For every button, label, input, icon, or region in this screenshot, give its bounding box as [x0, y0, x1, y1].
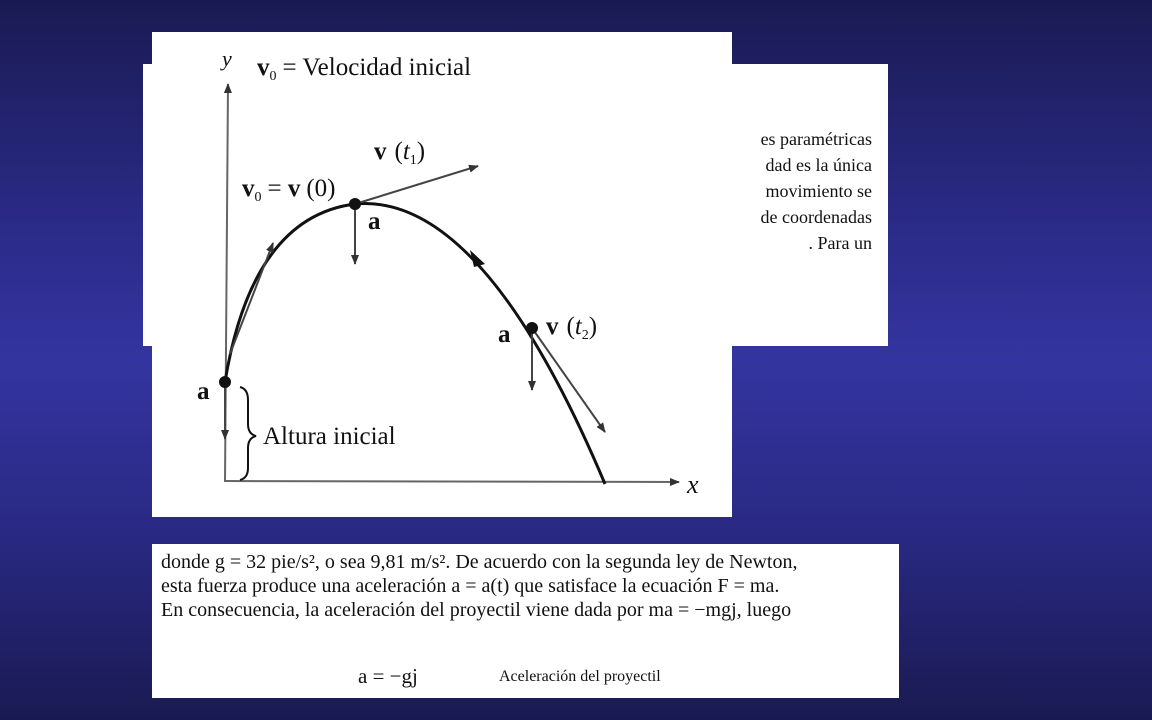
initial-height-label: Altura inicial	[263, 423, 396, 450]
point-t1	[349, 198, 361, 210]
text-panel	[152, 544, 899, 698]
paragraph-line: En consecuencia, la aceleración del proyectil viene dada por ma = −mgj, luego	[161, 599, 792, 621]
velocity-vector-t1	[355, 166, 478, 204]
direction-arrow-icon	[470, 250, 485, 267]
paragraph-line: esta fuerza produce una aceleración a = a(t) que satisface la ecuación F = ma.	[161, 575, 780, 597]
acceleration-label-start: a	[197, 378, 210, 405]
acceleration-label-top: a	[368, 208, 381, 235]
acceleration-label-t2: a	[498, 321, 511, 348]
partial-line: dad es la única	[765, 155, 872, 175]
x-axis	[225, 481, 679, 482]
y-axis-label: y	[222, 46, 232, 71]
initial-height-brace	[240, 387, 256, 480]
initial-velocity-label: $v_0 = v$ (0)	[242, 175, 336, 205]
formula-caption: Aceleración del proyectil	[499, 668, 661, 685]
velocity-vector-0	[230, 243, 273, 354]
initial-velocity-title: $v_0$ = Velocidad inicial	[257, 54, 472, 84]
start-point	[219, 376, 231, 388]
partial-line: de coordenadas	[760, 207, 872, 227]
paragraph-line: donde g = 32 pie/s², o sea 9,81 m/s². De acuerdo con la segunda ley de Newton,	[161, 551, 798, 573]
projectile-diagram-panel	[152, 32, 732, 517]
velocity-t2-label: v $(t_2)$	[546, 313, 598, 343]
partial-line: . Para un	[808, 233, 872, 253]
acceleration-formula: a = −gj	[358, 664, 418, 688]
partial-paragraph	[761, 126, 872, 256]
x-axis-label: x	[687, 470, 699, 499]
partial-line: es paramétricas	[760, 129, 872, 149]
projectile-diagram	[152, 32, 732, 517]
partial-line: movimiento se	[765, 181, 872, 201]
point-t2	[526, 322, 538, 334]
paragraph	[161, 550, 797, 622]
velocity-vector-t2	[532, 328, 605, 432]
velocity-t1-label: v $(t_1)$	[374, 138, 426, 168]
